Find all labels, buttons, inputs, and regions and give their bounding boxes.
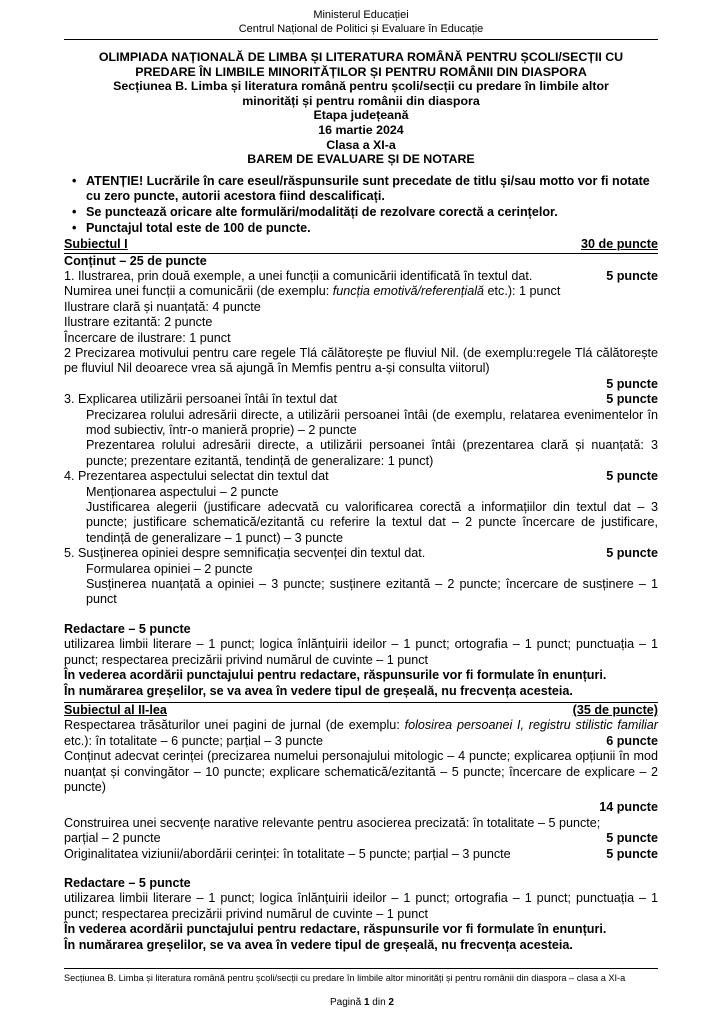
question-4-text: 4. Prezentarea aspectului selectat din textul dat [64, 469, 329, 484]
page-footer [64, 968, 658, 984]
s2-criterion-4-points: 5 puncte [606, 846, 658, 861]
q1-criterion-d: Încercare de ilustrare: 1 punct [64, 330, 231, 345]
question-5 [64, 546, 658, 561]
q1-criterion-c: Ilustrare ezitantă: 2 puncte [64, 315, 213, 330]
q3-criterion-a: Precizarea rolului adresării directe, a utilizării persoanei întâi (de exemplu, relatarea evenimentelor în mod subiectiv, într-o manieră proprie) – 2 puncte [86, 407, 658, 437]
subject-2-title: Subiectul al II-lea [64, 702, 167, 717]
question-1-text: 1. Ilustrarea, prin două exemple, a unei funcții a comunicării identificată în textul dat. [64, 268, 533, 283]
general-notes [64, 174, 658, 236]
s2-editing-criteria: utilizarea limbii literare – 1 punct; logica înlănțuirii ideilor – 1 punct; ortografia – 1 punct; punctuația – 1 punct; respectarea precizării privind numărul de cuvinte – 1 punct [64, 891, 658, 921]
s2-editing-note-2: În numărarea greșelilor, se va avea în vedere tipul de greșeală, nu frecvența acesteia. [64, 937, 573, 952]
content-heading: Conținut – 25 de puncte [64, 253, 207, 268]
question-4 [64, 469, 658, 484]
q5-criterion-a: Formularea opiniei – 2 puncte [86, 561, 253, 576]
question-3 [64, 392, 658, 407]
s2-criterion-3: Construirea unei secvențe narative relevante pentru asocierea precizată: în totalitate – 5 puncte; [64, 815, 601, 830]
s2-editing-note-1: În vederea acordării punctajului pentru redactare, răspunsurile vor fi formulate în enunțuri. [64, 922, 607, 937]
s2-criterion-3-row [64, 831, 658, 846]
s2-criterion-4-row [64, 847, 658, 862]
s2-criterion-4: Originalitatea viziunii/abordării cerinței: în totalitate – 5 puncte; parțial – 3 puncte [64, 846, 511, 861]
subject-2-points: (35 de puncte) [572, 702, 658, 717]
q1-criterion-a: Numirea unei funcții a comunicării (de exemplu: funcția emotivă/referențială etc.): 1 punct [64, 284, 561, 299]
question-2-points: 5 puncte [606, 376, 658, 391]
subject-2-heading [64, 703, 658, 718]
s2-criterion-1-points: 6 puncte [606, 733, 658, 748]
title-line-1: OLIMPIADA NAȚIONALĂ DE LIMBA ȘI LITERATURA ROMÂNĂ PENTRU ȘCOLI/SECȚII CU [98, 50, 624, 64]
page-current: 1 [363, 997, 370, 1008]
question-5-text: 5. Susținerea opiniei despre semnificația secvenței din textul dat. [64, 546, 426, 561]
stage: Etapa județeană [313, 108, 409, 123]
subject-1-points: 30 de puncte [581, 237, 658, 252]
barem-title: BAREM DE EVALUARE ȘI DE NOTARE [247, 152, 475, 167]
subject-1-heading [64, 237, 658, 252]
s2-criterion-1: Respectarea trăsăturilor unei pagini de jurnal (de exemplu: folosirea persoanei I, registru stilistic familiar etc.): în totalitate – 6 puncte; parțial – 3 puncte [64, 718, 658, 748]
exam-date: 16 martie 2024 [318, 122, 404, 137]
s2-criterion-3-points: 5 puncte [606, 831, 658, 846]
note-item: • ATENȚIE! Lucrările în care eseul/răspunsurile sunt precedate de titlu și/sau motto vor fi notate cu zero puncte, autorii acestora fiind descalificați. [64, 174, 658, 205]
ministry-name: Ministerul Educației [313, 9, 409, 21]
q4-criterion-b: Justificarea alegerii (justificare adecvată cu valorificarea corectă a informațiilor din textul dat – 3 puncte; justificare schematică/ezitantă cu referire la textul dat – 2 puncte încercare de justificare, tendință de generalizare – 1 punct) – 3 puncte [86, 500, 658, 545]
document-page [64, 0, 658, 953]
s2-criterion-2: Conținut adecvat cerinței (precizarea numelui personajului mitologic – 4 puncte; explicarea opțiunii în mod nuanțat și convingător – 10 puncte; explicare schematică/ezitantă – 5 puncte; încercare de explicare – 2 puncte) [64, 749, 658, 794]
class-level: Clasa a XI-a [326, 137, 396, 152]
center-name: Centrul Național de Politici și Evaluare în Educație [238, 23, 484, 35]
page-number [0, 997, 724, 1008]
q1-criterion-b: Ilustrare clară și nuanțată: 4 puncte [64, 299, 261, 314]
question-1 [64, 269, 658, 284]
editing-note-2: În numărarea greșelilor, se va avea în vedere tipul de greșeală, nu frecvența acesteia. [64, 683, 573, 698]
title-line-2: PREDARE ÎN LIMBILE MINORITĂȚILOR ȘI PENTRU ROMÂNII DIN DIASPORA [135, 64, 587, 79]
title-line-3: Secțiunea B. Limba și literatura română pentru școli/secții cu predare în limbile altor [113, 79, 609, 94]
page-prefix: Pagină [330, 997, 362, 1008]
page-sep: din [372, 997, 386, 1008]
question-4-points: 5 puncte [606, 469, 658, 484]
question-5-points: 5 puncte [606, 546, 658, 561]
document-title [64, 50, 658, 167]
q4-criterion-a: Menționarea aspectului – 2 puncte [86, 484, 279, 499]
q3-criterion-b: Prezentarea rolului adresării directe, a utilizării persoanei întâi (prezentarea clară și nuanțată: 3 puncte; prezentare ezitantă, tendință de generalizare: 1 punct) [86, 438, 658, 468]
note-item: • Punctajul total este de 100 de puncte. [64, 221, 658, 237]
s2-criterion-3-partial: parțial – 2 puncte [64, 831, 161, 846]
question-2-text: 2 Precizarea motivului pentru care regele Tlá călătorește pe fluviul Nil. (de exemplu:regele Tlá călătorește pe fluviul Nil deoarece vrea să ajungă în Memfis pentru a-și consulta viitorul) [64, 345, 658, 376]
title-line-4: minorități și pentru românii din diaspora [242, 93, 480, 108]
s2-editing-heading: Redactare – 5 puncte [64, 875, 191, 890]
document-header [64, 8, 658, 36]
footer-text: Secțiunea B. Limba și literatura română pentru școli/secții cu predare în limbile altor minorități și pentru românii din diaspora – clasa a XI-a [64, 973, 626, 983]
s2-criterion-2-points: 14 puncte [599, 800, 658, 815]
page-total: 2 [388, 997, 394, 1008]
subject-1-title: Subiectul I [64, 237, 128, 252]
question-3-text: 3. Explicarea utilizării persoanei întâi în textul dat [64, 392, 338, 407]
editing-criteria: utilizarea limbii literare – 1 punct; logica înlănțuirii ideilor – 1 punct; ortografia – 1 punct; punctuația – 1 punct; respectarea precizării privind numărul de cuvinte – 1 punct [64, 637, 658, 667]
header-divider [64, 39, 658, 40]
question-1-points: 5 puncte [606, 268, 658, 283]
editing-heading: Redactare – 5 puncte [64, 621, 191, 636]
q5-criterion-b: Susținerea nuanțată a opiniei – 3 puncte; susținere ezitantă – 2 puncte; încercare de susținere – 1 punct [86, 577, 658, 607]
editing-note-1: În vederea acordării punctajului pentru redactare, răspunsurile vor fi formulate în enunțuri. [64, 668, 607, 683]
question-3-points: 5 puncte [606, 392, 658, 407]
note-item: • Se punctează oricare alte formulări/modalități de rezolvare corectă a cerințelor. [64, 205, 658, 221]
